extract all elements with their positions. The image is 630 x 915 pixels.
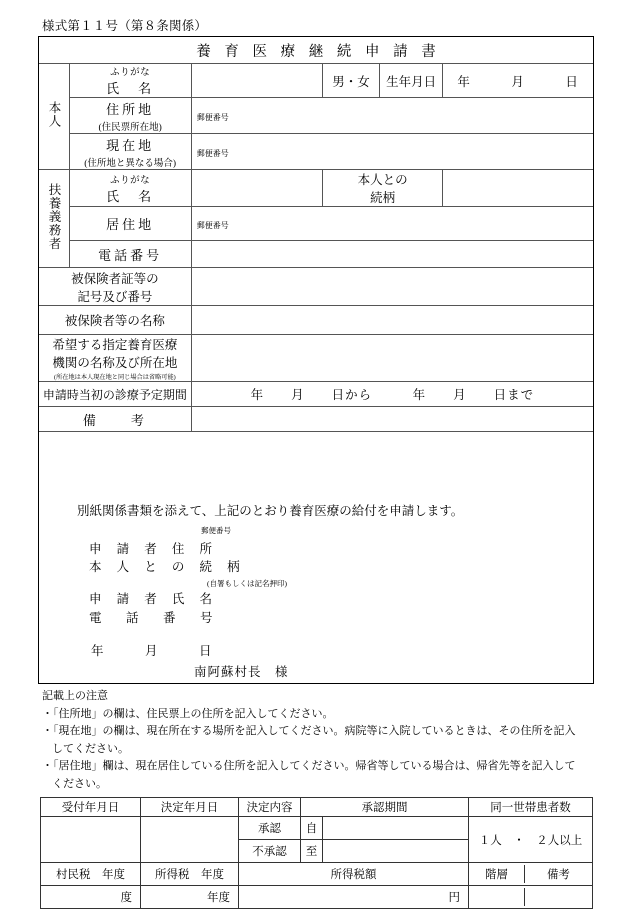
office-header-row [41, 798, 593, 817]
applicant-name-field-label: 申 請 者 氏 名 [89, 592, 219, 606]
applicant-birth-value[interactable]: 年 月 日 [443, 64, 593, 98]
note-item-2-cont: してください。 [52, 742, 129, 755]
header-decision-date: 決定年月日 [141, 798, 239, 817]
table-row-remarks [39, 407, 593, 432]
supporter-furigana-label: ふりがな [110, 175, 151, 186]
supporter-phone-label-cell [69, 241, 191, 268]
insurance-number-label-cell [39, 268, 191, 306]
supporter-relation-label-line1: 本人との [357, 173, 408, 187]
office-use-table [40, 797, 593, 909]
supporter-relation-label-line2: 続柄 [370, 191, 396, 205]
remarks-label-cell [39, 407, 191, 432]
addressee: 南阿蘇村長 様 [194, 665, 289, 679]
statement-intro: 別紙関係書類を添えて、上記のとおり養育医療の給付を申請します。 [77, 504, 464, 518]
insurer-name-value[interactable] [191, 306, 593, 335]
table-row-insurance-number [39, 268, 593, 306]
applicant-row-label: 本人 [47, 101, 62, 128]
institution-label-cell [39, 335, 191, 382]
supporter-name-label: 氏 名 [106, 188, 155, 204]
treatment-period-label: 申請時当初の診療予定期間 [42, 387, 187, 402]
value-decision-date[interactable] [141, 817, 239, 863]
table-row-applicant-address [39, 98, 593, 134]
period-from-marker: 自 [301, 817, 323, 840]
form-title-row [39, 37, 593, 64]
supporter-phone-value[interactable] [191, 241, 593, 268]
applicant-row-label-cell [39, 64, 69, 170]
form-number: 様式第１１号（第８条関係） [42, 19, 208, 33]
applicant-relation-field-label: 本 人 と の 続 柄 [89, 560, 246, 574]
value-tier-remarks-split [469, 886, 593, 909]
applicant-current-sublabel: (住所地と異なる場合) [84, 158, 177, 169]
table-row-treatment-period [39, 382, 593, 407]
header-village-tax: 村民税 年度 [41, 863, 141, 886]
note-item-3-cont: ください。 [52, 777, 107, 790]
treatment-period-label-cell [39, 382, 191, 407]
statement-postal-label: 郵便番号 [201, 526, 231, 535]
table-row-applicant-current-address [39, 134, 593, 170]
institution-note: (所在地は本人現在地と同じ場合は省略可能) [54, 374, 176, 381]
table-row-supporter-residence [39, 207, 593, 241]
supporter-relation-value[interactable] [443, 170, 593, 207]
value-income-tax-amount[interactable]: 円 [239, 886, 469, 909]
supporter-row-label-cell [39, 170, 69, 268]
value-period-to[interactable] [323, 840, 469, 863]
table-row-institution [39, 335, 593, 382]
value-period-from[interactable] [323, 817, 469, 840]
value-receipt-date[interactable] [41, 817, 141, 863]
applicant-current-value[interactable] [191, 134, 593, 170]
table-row-insurer-name [39, 306, 593, 335]
statement-date: 年 月 日 [91, 644, 213, 658]
remarks-value[interactable] [191, 407, 593, 432]
option-approved[interactable]: 承認 [239, 817, 301, 840]
page-title: 養 育 医 療 継 続 申 請 書 [196, 43, 441, 60]
header-income-tax-amount: 所得税額 [239, 863, 469, 886]
office-second-header-row [41, 863, 593, 886]
treatment-period-value[interactable]: 年 月 日から 年 月 日まで [191, 382, 593, 407]
header-remarks: 備考 [524, 865, 592, 883]
applicant-gender-label[interactable]: 男・女 [323, 64, 380, 98]
insurer-name-label: 被保険者等の名称 [64, 314, 165, 328]
header-tier-remarks-split [469, 863, 593, 886]
table-row-supporter-phone [39, 241, 593, 268]
applicant-address-label: 住所地 [106, 101, 155, 117]
supporter-phone-label: 電話番号 [98, 247, 163, 263]
notes-heading: 記載上の注意 [42, 690, 108, 702]
main-form-box [38, 36, 594, 684]
supporter-row-label: 扶養義務者 [47, 182, 62, 251]
supporter-residence-value[interactable] [191, 207, 593, 241]
supporter-postal-label: 郵便番号 [196, 220, 229, 230]
institution-label-line2: 機関の名称及び所在地 [52, 356, 178, 370]
supporter-relation-label-cell [323, 170, 443, 207]
option-not-approved[interactable]: 不承認 [239, 840, 301, 863]
value-remarks[interactable] [524, 888, 592, 906]
header-income-tax: 所得税 年度 [141, 863, 239, 886]
applicant-address-sublabel: (住民票所在地) [98, 122, 162, 133]
signature-note: (自署もしくは記名押印) [207, 579, 287, 588]
note-item-3: ・「居住地」欄は、現在居住している住所を記入してください。帰省等している場合は、帰省先等を記入して [42, 760, 576, 772]
form-grid [39, 64, 593, 432]
remarks-label: 備 考 [82, 412, 147, 428]
applicant-address-value[interactable] [191, 98, 593, 134]
applicant-current-label: 現在地 [106, 137, 155, 153]
applicant-name-label: 氏 名 [106, 81, 155, 96]
header-decision-content: 決定内容 [239, 798, 301, 817]
supporter-name-value[interactable] [191, 170, 322, 207]
office-second-value-row [41, 886, 593, 909]
applicant-postal-label: 郵便番号 [196, 112, 229, 122]
office-row-approved [41, 817, 593, 840]
applicant-furigana-label: ふりがな [110, 68, 151, 78]
phone-field-label: 電 話 番 号 [89, 611, 219, 625]
table-row-applicant-name [39, 64, 593, 98]
notes-section [40, 688, 600, 793]
applicant-birth-label: 生年月日 [380, 64, 443, 98]
supporter-residence-label: 居住地 [106, 217, 155, 232]
header-receipt-date: 受付年月日 [41, 798, 141, 817]
value-household-patients[interactable]: １人 ・ ２人以上 [469, 817, 593, 863]
statement-block [39, 477, 593, 685]
applicant-current-label-cell [69, 134, 191, 170]
institution-value[interactable] [191, 335, 593, 382]
insurer-name-label-cell [39, 306, 191, 335]
note-item-1: ・「住所地」の欄は、住民票上の住所を記入してください。 [42, 707, 334, 720]
insurance-number-label-line1: 被保険者証等の [71, 271, 159, 286]
applicant-current-postal-label: 郵便番号 [196, 148, 229, 158]
applicant-address-field-label: 申 請 者 住 所 [89, 542, 219, 556]
value-tier[interactable] [469, 888, 524, 906]
note-item-2: ・「現在地」の欄は、現在所在する場所を記入してください。病院等に入院しているときは、その住所を記入 [42, 725, 576, 737]
applicant-name-label-cell [69, 64, 191, 98]
header-household-patients: 同一世帯患者数 [469, 798, 593, 817]
applicant-address-label-cell [69, 98, 191, 134]
insurance-number-label-line2: 記号及び番号 [77, 289, 153, 304]
institution-label-line1: 希望する指定養育医療 [52, 338, 178, 352]
insurance-number-value[interactable] [191, 268, 593, 306]
period-to-marker: 至 [301, 840, 323, 863]
table-row-supporter-name [39, 170, 593, 207]
value-village-tax[interactable]: 度 [41, 886, 141, 909]
supporter-name-label-cell [69, 170, 191, 207]
applicant-name-value[interactable] [191, 64, 322, 98]
header-approval-period: 承認期間 [301, 798, 469, 817]
header-tier: 階層 [469, 865, 524, 883]
supporter-residence-label-cell [69, 207, 191, 241]
value-income-tax[interactable]: 年度 [141, 886, 239, 909]
